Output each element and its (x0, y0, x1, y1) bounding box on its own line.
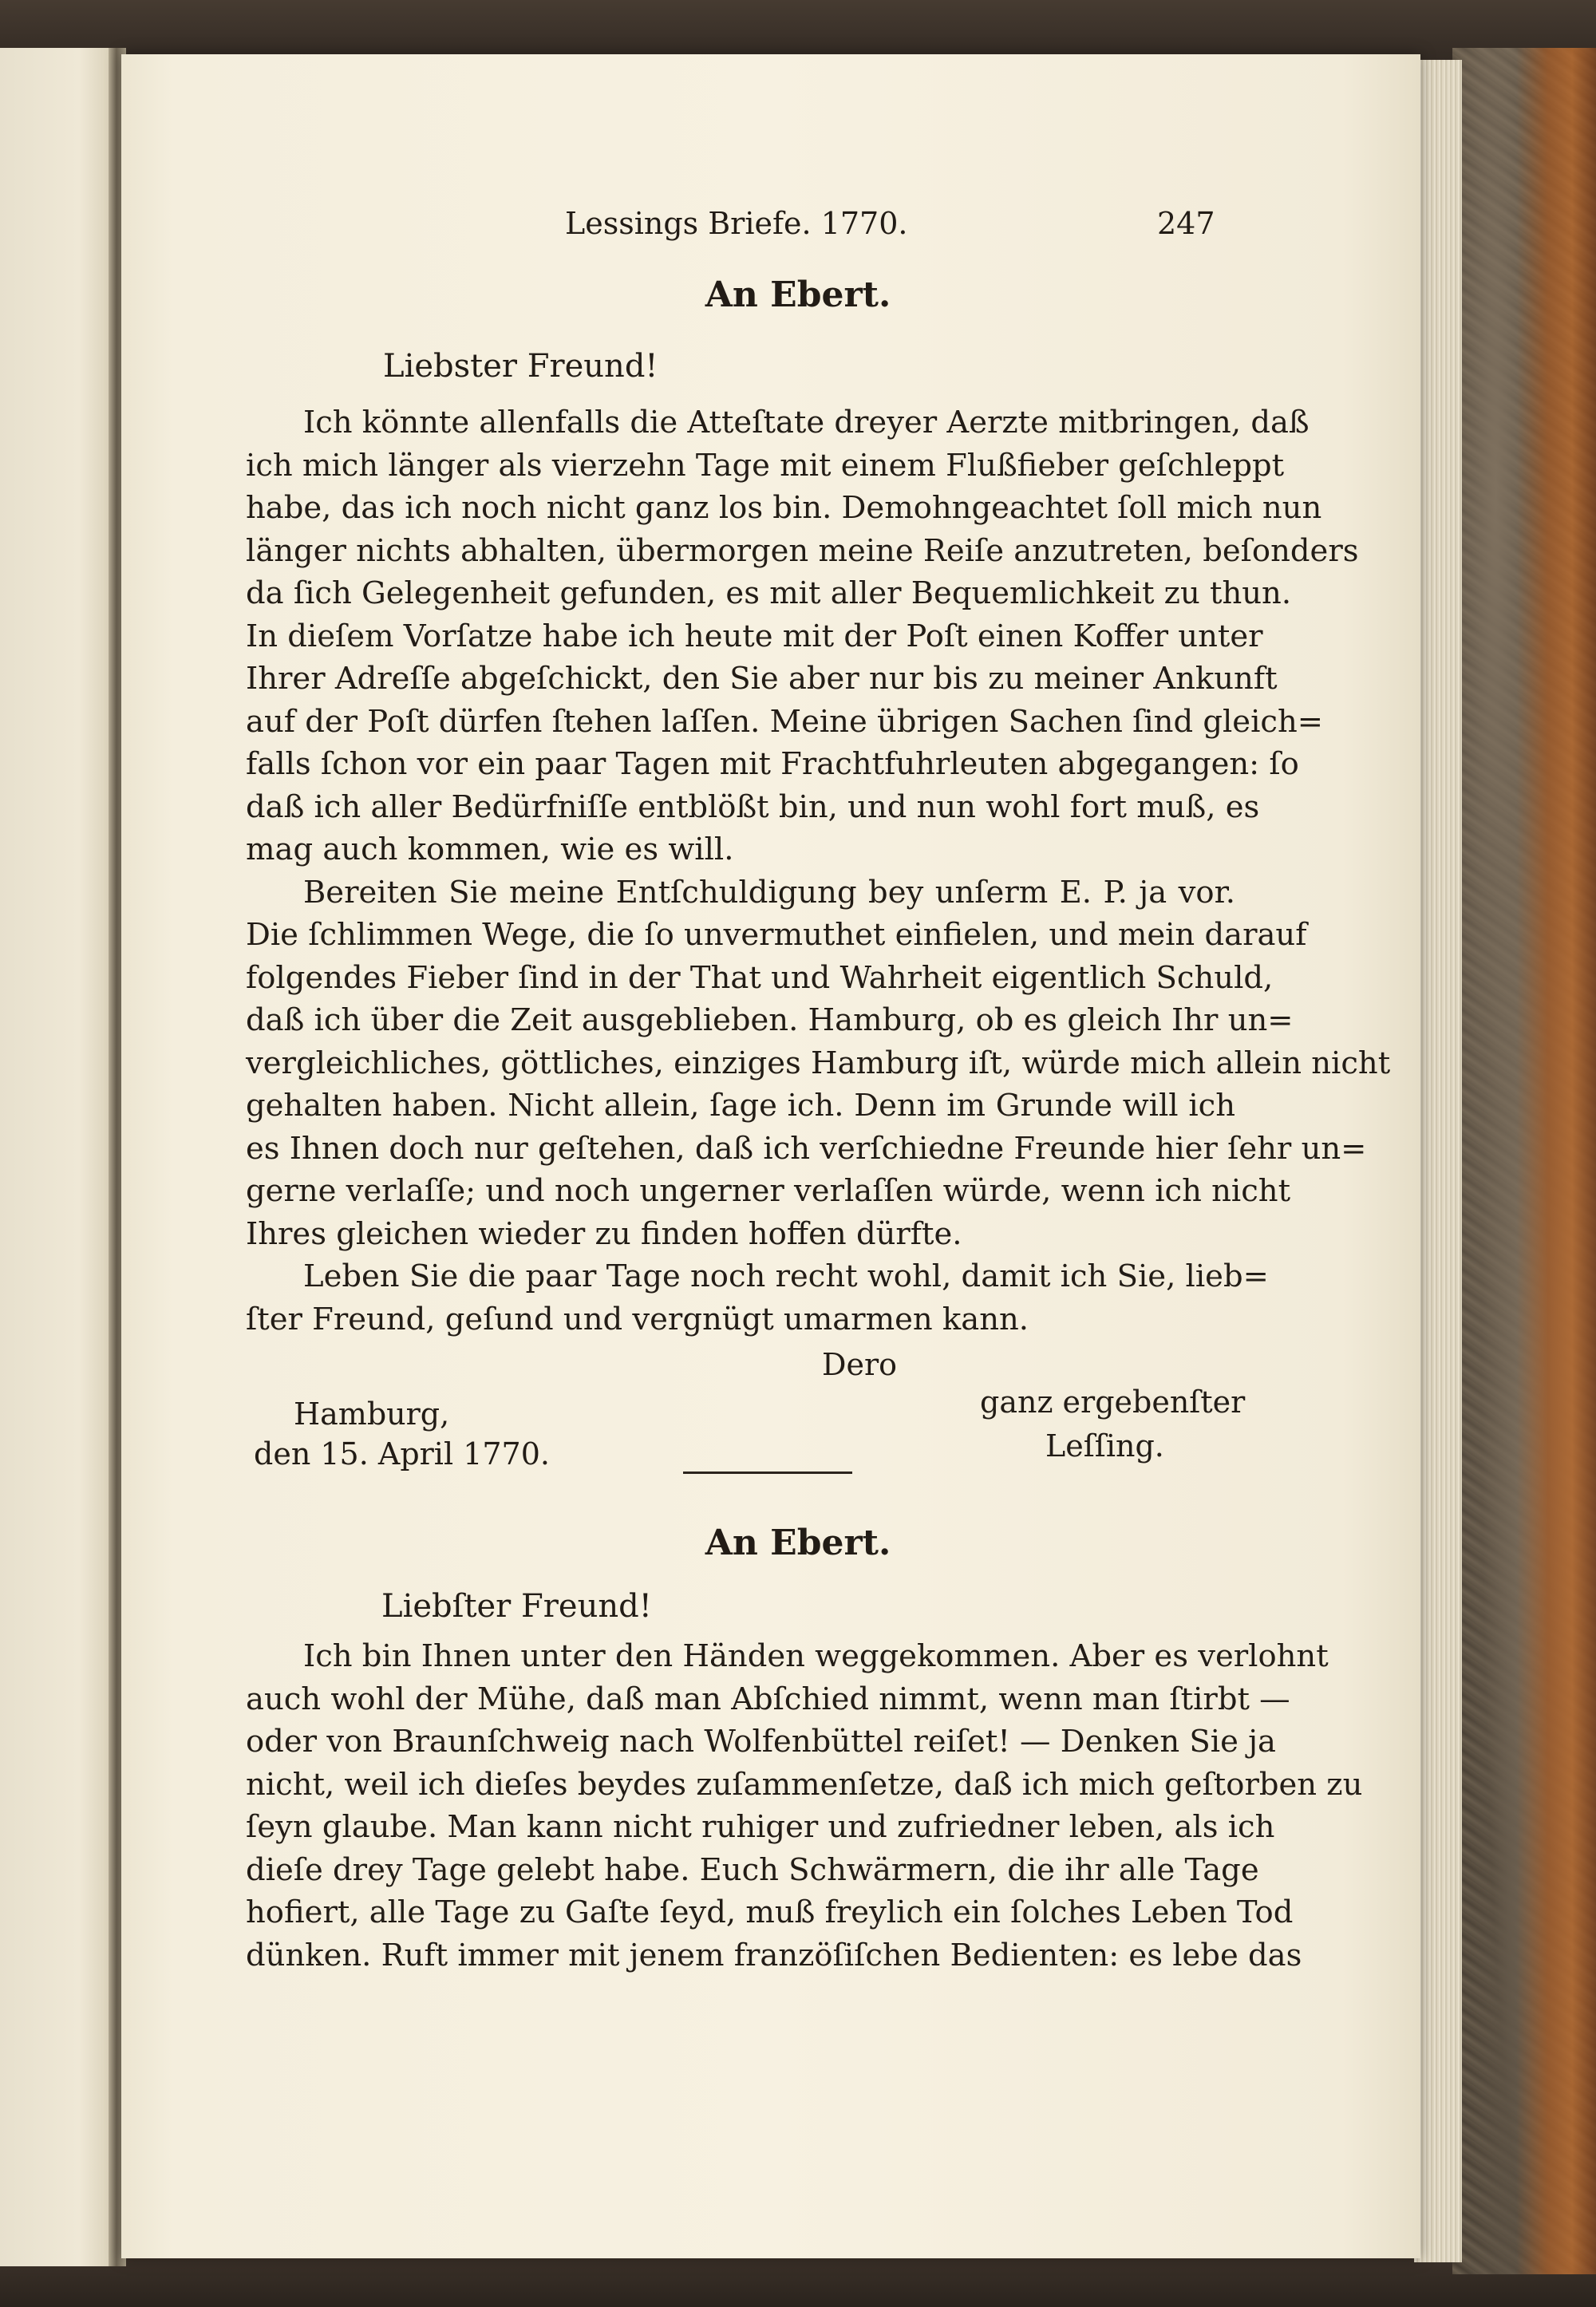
closing-phrase: ganz ergebenſter (980, 1385, 1246, 1420)
closing-dero: Dero (822, 1347, 897, 1382)
left-page-edge (0, 48, 113, 2266)
text-line: Ihrer Adreſſe abgeſchickt, den Sie aber nur bis zu meiner Ankunft (246, 661, 1278, 697)
text-line: In dieſem Vorſatze habe ich heute mit der Poſt einen Koffer unter (246, 618, 1263, 654)
letter1-salutation: Liebster Freund! (383, 348, 658, 385)
letter2-salutation: Liebſter Freund! (381, 1588, 652, 1625)
text-line: dünken. Ruft immer mit jenem franzöſiſchen Bedienten: es lebe das (246, 1937, 1302, 1973)
background-bottom (0, 2258, 1596, 2307)
text-line: gehalten haben. Nicht allein, ſage ich. Denn im Grunde will ich (246, 1088, 1235, 1124)
letter2-addressee: An Ebert. (705, 1523, 891, 1563)
text-line: gerne verlaſſe; und noch ungerner verlaſſen würde, wenn ich nicht (246, 1173, 1291, 1209)
running-title: Lessings Briefe. 1770. (565, 206, 908, 241)
text-line: Ich bin Ihnen unter den Händen weggekommen. Aber es verlohnt (303, 1638, 1329, 1674)
text-line: auch wohl der Mühe, daß man Abſchied nimmt, wenn man ſtirbt — (246, 1681, 1290, 1717)
text-line: Leben Sie die paar Tage noch recht wohl, damit ich Sie, lieb= (303, 1258, 1269, 1294)
text-line: oder von Braunſchweig nach Wolfenbüttel reiſet! — Denken Sie ja (246, 1724, 1276, 1760)
page-stack-edge (1414, 60, 1462, 2262)
text-line: mag auch kommen, wie es will. (246, 832, 734, 867)
text-line: ich mich länger als vierzehn Tage mit einem Flußfieber geſchleppt (246, 447, 1285, 484)
signature: Leſſing. (1045, 1428, 1164, 1464)
text-line: länger nichts abhalten, übermorgen meine Reiſe anzutreten, beſonders (246, 532, 1359, 569)
letter2-body (246, 1635, 1363, 1977)
text-line: nicht, weil ich dieſes beydes zuſammenſetze, daß ich mich geſtorben zu (246, 1766, 1363, 1803)
text-line: ſeyn glaube. Man kann nicht ruhiger und zufriedner leben, als ich (246, 1809, 1275, 1845)
text-line: falls ſchon vor ein paar Tagen mit Frachtfuhrleuten abgegangen: ſo (246, 746, 1299, 782)
text-line: daß ich aller Bedürfniſſe entblößt bin, und nun wohl fort muß, es (246, 788, 1260, 825)
text-line: habe, das ich noch nicht ganz los bin. Demohngeachtet ſoll mich nun (246, 490, 1322, 526)
text-line: daß ich über die Zeit ausgeblieben. Hamburg, ob es gleich Ihr un= (246, 1002, 1294, 1038)
letter1-addressee: An Ebert. (705, 275, 891, 315)
text-line: es Ihnen doch nur geſtehen, daß ich verſchiedne Freunde hier ſehr un= (246, 1130, 1367, 1167)
text-line: hofiert, alle Tage zu Gaſte ſeyd, muß freylich ein ſolches Leben Tod (246, 1894, 1294, 1930)
text-line: Die ſchlimmen Wege, die ſo unvermuthet einfielen, und mein darauf (246, 917, 1307, 953)
closing-place: Hamburg, (294, 1396, 450, 1432)
letter1-body (246, 401, 1391, 1341)
closing-date: den 15. April 1770. (254, 1436, 550, 1472)
text-line: folgendes Fieber ſind in der That und Wahrheit eigentlich Schuld, (246, 959, 1274, 996)
text-line: Ihres gleichen wieder zu finden hoffen dürfte. (246, 1215, 962, 1252)
text-line: Ich könnte allenfalls die Atteſtate dreyer Aerzte mitbringen, daß (303, 405, 1310, 440)
text-line: da ſich Gelegenheit gefunden, es mit aller Bequemlichkeit zu thun. (246, 575, 1292, 611)
text-line: dieſe drey Tage gelebt habe. Euch Schwärmern, die ihr alle Tage (246, 1851, 1259, 1888)
leather-cover-edge (1516, 48, 1596, 2274)
text-line: Bereiten Sie meine Entſchuldigung bey unſerm E. P. ja vor. (303, 874, 1235, 911)
text-line: auf der Poſt dürfen ſtehen laſſen. Meine übrigen Sachen ſind gleich= (246, 703, 1324, 740)
page-number: 247 (1157, 206, 1215, 241)
section-divider (683, 1472, 852, 1474)
text-line: ſter Freund, geſund und vergnügt umarmen kann. (246, 1301, 1029, 1337)
text-line: vergleichliches, göttliches, einziges Hamburg iſt, würde mich allein nicht (246, 1045, 1391, 1081)
